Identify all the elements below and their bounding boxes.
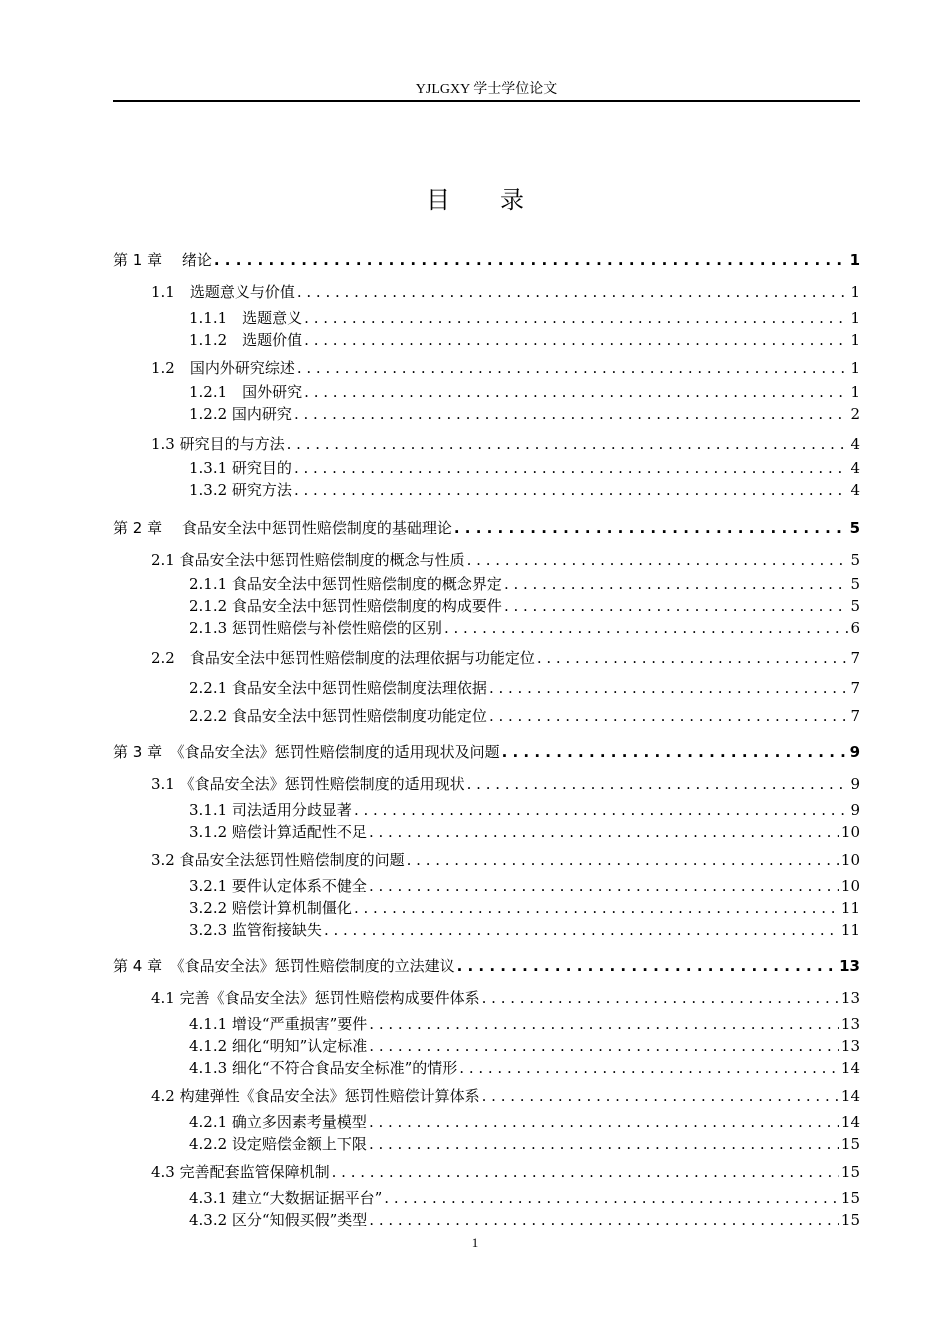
- toc-leader-dots: [294, 404, 849, 424]
- toc-entry-page: 4: [850, 435, 860, 453]
- toc-entry-label: 2.1.1 食品安全法中惩罚性赔偿制度的概念界定: [189, 575, 502, 593]
- toc-entry[interactable]: [189, 1036, 860, 1056]
- toc-entry-page: 2: [850, 405, 860, 423]
- toc-entry-page: 15: [840, 1189, 860, 1207]
- toc-entry[interactable]: [151, 434, 860, 454]
- toc-leader-dots: [304, 330, 848, 350]
- toc-entry-label: 4.2.1 确立多因素考量模型: [189, 1113, 367, 1131]
- toc-leader-dots: [297, 358, 849, 378]
- toc-entry[interactable]: [151, 358, 860, 378]
- toc-entry-label: 1.3.2 研究方法: [189, 481, 292, 499]
- toc-entry-label: 4.2.2 设定赔偿金额上下限: [189, 1135, 367, 1153]
- toc-leader-dots: [294, 480, 849, 500]
- toc-leader-dots: [297, 282, 849, 302]
- toc-entry-page: 15: [840, 1163, 860, 1181]
- toc-leader-dots: [294, 458, 849, 478]
- toc-entry-page: 13: [840, 1037, 860, 1055]
- toc-entry[interactable]: [113, 956, 860, 976]
- toc-leader-dots: [369, 876, 839, 896]
- running-header: YJLGXY 学士学位论文: [415, 82, 558, 97]
- toc-entry-label: 第 3 章 《食品安全法》惩罚性赔偿制度的适用现状及问题: [113, 743, 500, 761]
- toc-entry-label: 4.2 构建弹性《食品安全法》惩罚性赔偿计算体系: [151, 1087, 480, 1105]
- toc-entry[interactable]: [113, 518, 860, 538]
- toc-entry[interactable]: [151, 550, 860, 570]
- toc-leader-dots: [369, 1112, 839, 1132]
- toc-entry[interactable]: [189, 404, 860, 424]
- toc-entry-page: 13: [840, 1015, 860, 1033]
- toc-entry[interactable]: [113, 742, 860, 762]
- toc-leader-dots: [214, 250, 848, 270]
- toc-entry[interactable]: [189, 822, 860, 842]
- toc-entry-label: 第 4 章 《食品安全法》惩罚性赔偿制度的立法建议: [113, 957, 455, 975]
- toc-entry-label: 3.1.1 司法适用分歧显著: [189, 801, 352, 819]
- toc-leader-dots: [304, 308, 848, 328]
- toc-entry-label: 4.1.2 细化“明知”认定标准: [189, 1037, 368, 1055]
- toc-leader-dots: [504, 596, 849, 616]
- toc-entry-label: 3.1.2 赔偿计算适配性不足: [189, 823, 367, 841]
- toc-leader-dots: [482, 988, 839, 1008]
- toc-entry-label: 1.1.2 选题价值: [189, 331, 303, 349]
- toc-entry-page: 1: [850, 283, 860, 301]
- toc-leader-dots: [482, 1086, 839, 1106]
- toc-title-char-2: 录: [500, 186, 524, 214]
- toc-entry-page: 1: [850, 383, 860, 401]
- toc-leader-dots: [369, 1036, 839, 1056]
- toc-entry-label: 1.2.1 国外研究: [189, 383, 303, 401]
- toc-entry-label: 4.1 完善《食品安全法》惩罚性赔偿构成要件体系: [151, 989, 480, 1007]
- toc-entry[interactable]: [189, 308, 860, 328]
- toc-entry-label: 1.3.1 研究目的: [189, 459, 292, 477]
- toc-leader-dots: [354, 800, 849, 820]
- toc-entry-page: 13: [840, 989, 860, 1007]
- toc-leader-dots: [354, 898, 839, 918]
- toc-entry[interactable]: [151, 850, 860, 870]
- toc-entry[interactable]: [189, 898, 860, 918]
- toc-entry-page: 1: [850, 359, 860, 377]
- toc-entry-page: 9: [850, 801, 860, 819]
- toc-entry-page: 7: [850, 679, 860, 697]
- toc-entry-label: 4.3.1 建立“大数据证据平台”: [189, 1189, 383, 1207]
- toc-entry-page: 5: [849, 519, 860, 537]
- toc-entry-page: 1: [849, 251, 860, 269]
- toc-leader-dots: [407, 850, 839, 870]
- toc-entry-label: 3.2.1 要件认定体系不健全: [189, 877, 367, 895]
- toc-entry-page: 14: [840, 1059, 860, 1077]
- toc-entry[interactable]: [189, 458, 860, 478]
- toc-entry[interactable]: [189, 876, 860, 896]
- toc-leader-dots: [467, 550, 849, 570]
- toc-entry[interactable]: [151, 1162, 860, 1182]
- toc-entry-page: 5: [850, 551, 860, 569]
- toc-entry[interactable]: [189, 480, 860, 500]
- toc-entry-label: 4.1.1 增设“严重损害”要件: [189, 1015, 368, 1033]
- toc-entry-label: 1.2 国内外研究综述: [151, 359, 295, 377]
- header-rule: [113, 100, 860, 102]
- toc-entry[interactable]: [189, 1014, 860, 1034]
- toc-entry-label: 3.2.3 监管衔接缺失: [189, 921, 322, 939]
- toc-entry[interactable]: [189, 618, 860, 638]
- toc-entry-label: 1.3 研究目的与方法: [151, 435, 285, 453]
- toc-entry-label: 2.2 食品安全法中惩罚性赔偿制度的法理依据与功能定位: [151, 649, 535, 667]
- toc-entry[interactable]: [151, 774, 860, 794]
- toc-entry-page: 5: [850, 575, 860, 593]
- toc-entry-label: 1.1 选题意义与价值: [151, 283, 295, 301]
- toc-entry-page: 4: [850, 459, 860, 477]
- toc-entry[interactable]: [189, 706, 860, 726]
- toc-title-char-1: 目: [426, 186, 450, 214]
- toc-entry-label: 4.3.2 区分“知假买假”类型: [189, 1211, 368, 1229]
- toc-leader-dots: [304, 382, 848, 402]
- toc-leader-dots: [459, 1058, 839, 1078]
- toc-entry[interactable]: [189, 596, 860, 616]
- page-number: 1: [471, 1235, 479, 1250]
- toc-entry-label: 2.2.2 食品安全法中惩罚性赔偿制度功能定位: [189, 707, 487, 725]
- toc-leader-dots: [287, 434, 849, 454]
- toc-entry-page: 11: [840, 899, 860, 917]
- toc-leader-dots: [457, 956, 838, 976]
- toc-entry[interactable]: [189, 920, 860, 940]
- toc-entry-page: 10: [840, 851, 860, 869]
- toc-entry[interactable]: [151, 282, 860, 302]
- toc-leader-dots: [369, 1014, 839, 1034]
- toc-leader-dots: [504, 574, 849, 594]
- toc-leader-dots: [467, 774, 849, 794]
- toc-entry-page: 15: [840, 1135, 860, 1153]
- toc-entry-page: 6: [850, 619, 860, 637]
- toc-title: [0, 180, 950, 215]
- toc-leader-dots: [369, 822, 839, 842]
- toc-entry-page: 1: [850, 309, 860, 327]
- toc-entry[interactable]: [189, 800, 860, 820]
- toc-leader-dots: [332, 1162, 839, 1182]
- toc-entry-page: 9: [849, 743, 860, 761]
- toc-entry-page: 1: [850, 331, 860, 349]
- toc-entry-page: 15: [840, 1211, 860, 1229]
- toc-leader-dots: [444, 618, 849, 638]
- toc-entry-page: 11: [840, 921, 860, 939]
- toc-entry[interactable]: [189, 330, 860, 350]
- toc-entry-page: 10: [840, 877, 860, 895]
- toc-entry[interactable]: [189, 1210, 860, 1230]
- toc-entry-page: 13: [839, 957, 860, 975]
- toc-leader-dots: [454, 518, 848, 538]
- toc-entry-page: 14: [840, 1087, 860, 1105]
- toc-leader-dots: [324, 920, 839, 940]
- toc-entry-label: 1.1.1 选题意义: [189, 309, 303, 327]
- toc-entry-label: 2.1.2 食品安全法中惩罚性赔偿制度的构成要件: [189, 597, 502, 615]
- toc-entry-label: 第 2 章 食品安全法中惩罚性赔偿制度的基础理论: [113, 519, 452, 537]
- toc-entry-page: 7: [850, 707, 860, 725]
- toc-entry[interactable]: [151, 1086, 860, 1106]
- toc-entry-label: 3.1 《食品安全法》惩罚性赔偿制度的适用现状: [151, 775, 465, 793]
- toc-entry-page: 4: [850, 481, 860, 499]
- toc-entry-label: 2.2.1 食品安全法中惩罚性赔偿制度法理依据: [189, 679, 487, 697]
- toc-entry[interactable]: [189, 678, 860, 698]
- toc-entry-page: 9: [850, 775, 860, 793]
- toc-entry[interactable]: [113, 250, 860, 270]
- toc-entry-page: 5: [850, 597, 860, 615]
- toc-entry[interactable]: [189, 1188, 860, 1208]
- toc-entry-label: 4.3 完善配套监管保障机制: [151, 1163, 330, 1181]
- toc-leader-dots: [384, 1188, 839, 1208]
- toc-entry[interactable]: [189, 382, 860, 402]
- toc-entry-label: 4.1.3 细化“不符合食品安全标准”的情形: [189, 1059, 458, 1077]
- toc-entry-label: 第 1 章 绪论: [113, 251, 212, 269]
- toc-entry-label: 2.1.3 惩罚性赔偿与补偿性赔偿的区别: [189, 619, 442, 637]
- toc-leader-dots: [537, 648, 849, 668]
- toc-entry[interactable]: [189, 1134, 860, 1154]
- toc-entry[interactable]: [189, 1058, 860, 1078]
- toc-entry[interactable]: [151, 988, 860, 1008]
- toc-leader-dots: [502, 742, 848, 762]
- toc-entry[interactable]: [189, 574, 860, 594]
- toc-entry-label: 3.2.2 赔偿计算机制僵化: [189, 899, 352, 917]
- toc-entry-page: 7: [850, 649, 860, 667]
- toc-leader-dots: [369, 1210, 839, 1230]
- toc-leader-dots: [369, 1134, 839, 1154]
- toc-entry-label: 1.2.2 国内研究: [189, 405, 292, 423]
- toc-entry-page: 14: [840, 1113, 860, 1131]
- toc-entry-page: 10: [840, 823, 860, 841]
- toc-leader-dots: [489, 706, 849, 726]
- toc-leader-dots: [489, 678, 849, 698]
- toc-entry[interactable]: [189, 1112, 860, 1132]
- toc-entry-label: 2.1 食品安全法中惩罚性赔偿制度的概念与性质: [151, 551, 465, 569]
- toc-entry-label: 3.2 食品安全法惩罚性赔偿制度的问题: [151, 851, 405, 869]
- toc-entry[interactable]: [151, 648, 860, 668]
